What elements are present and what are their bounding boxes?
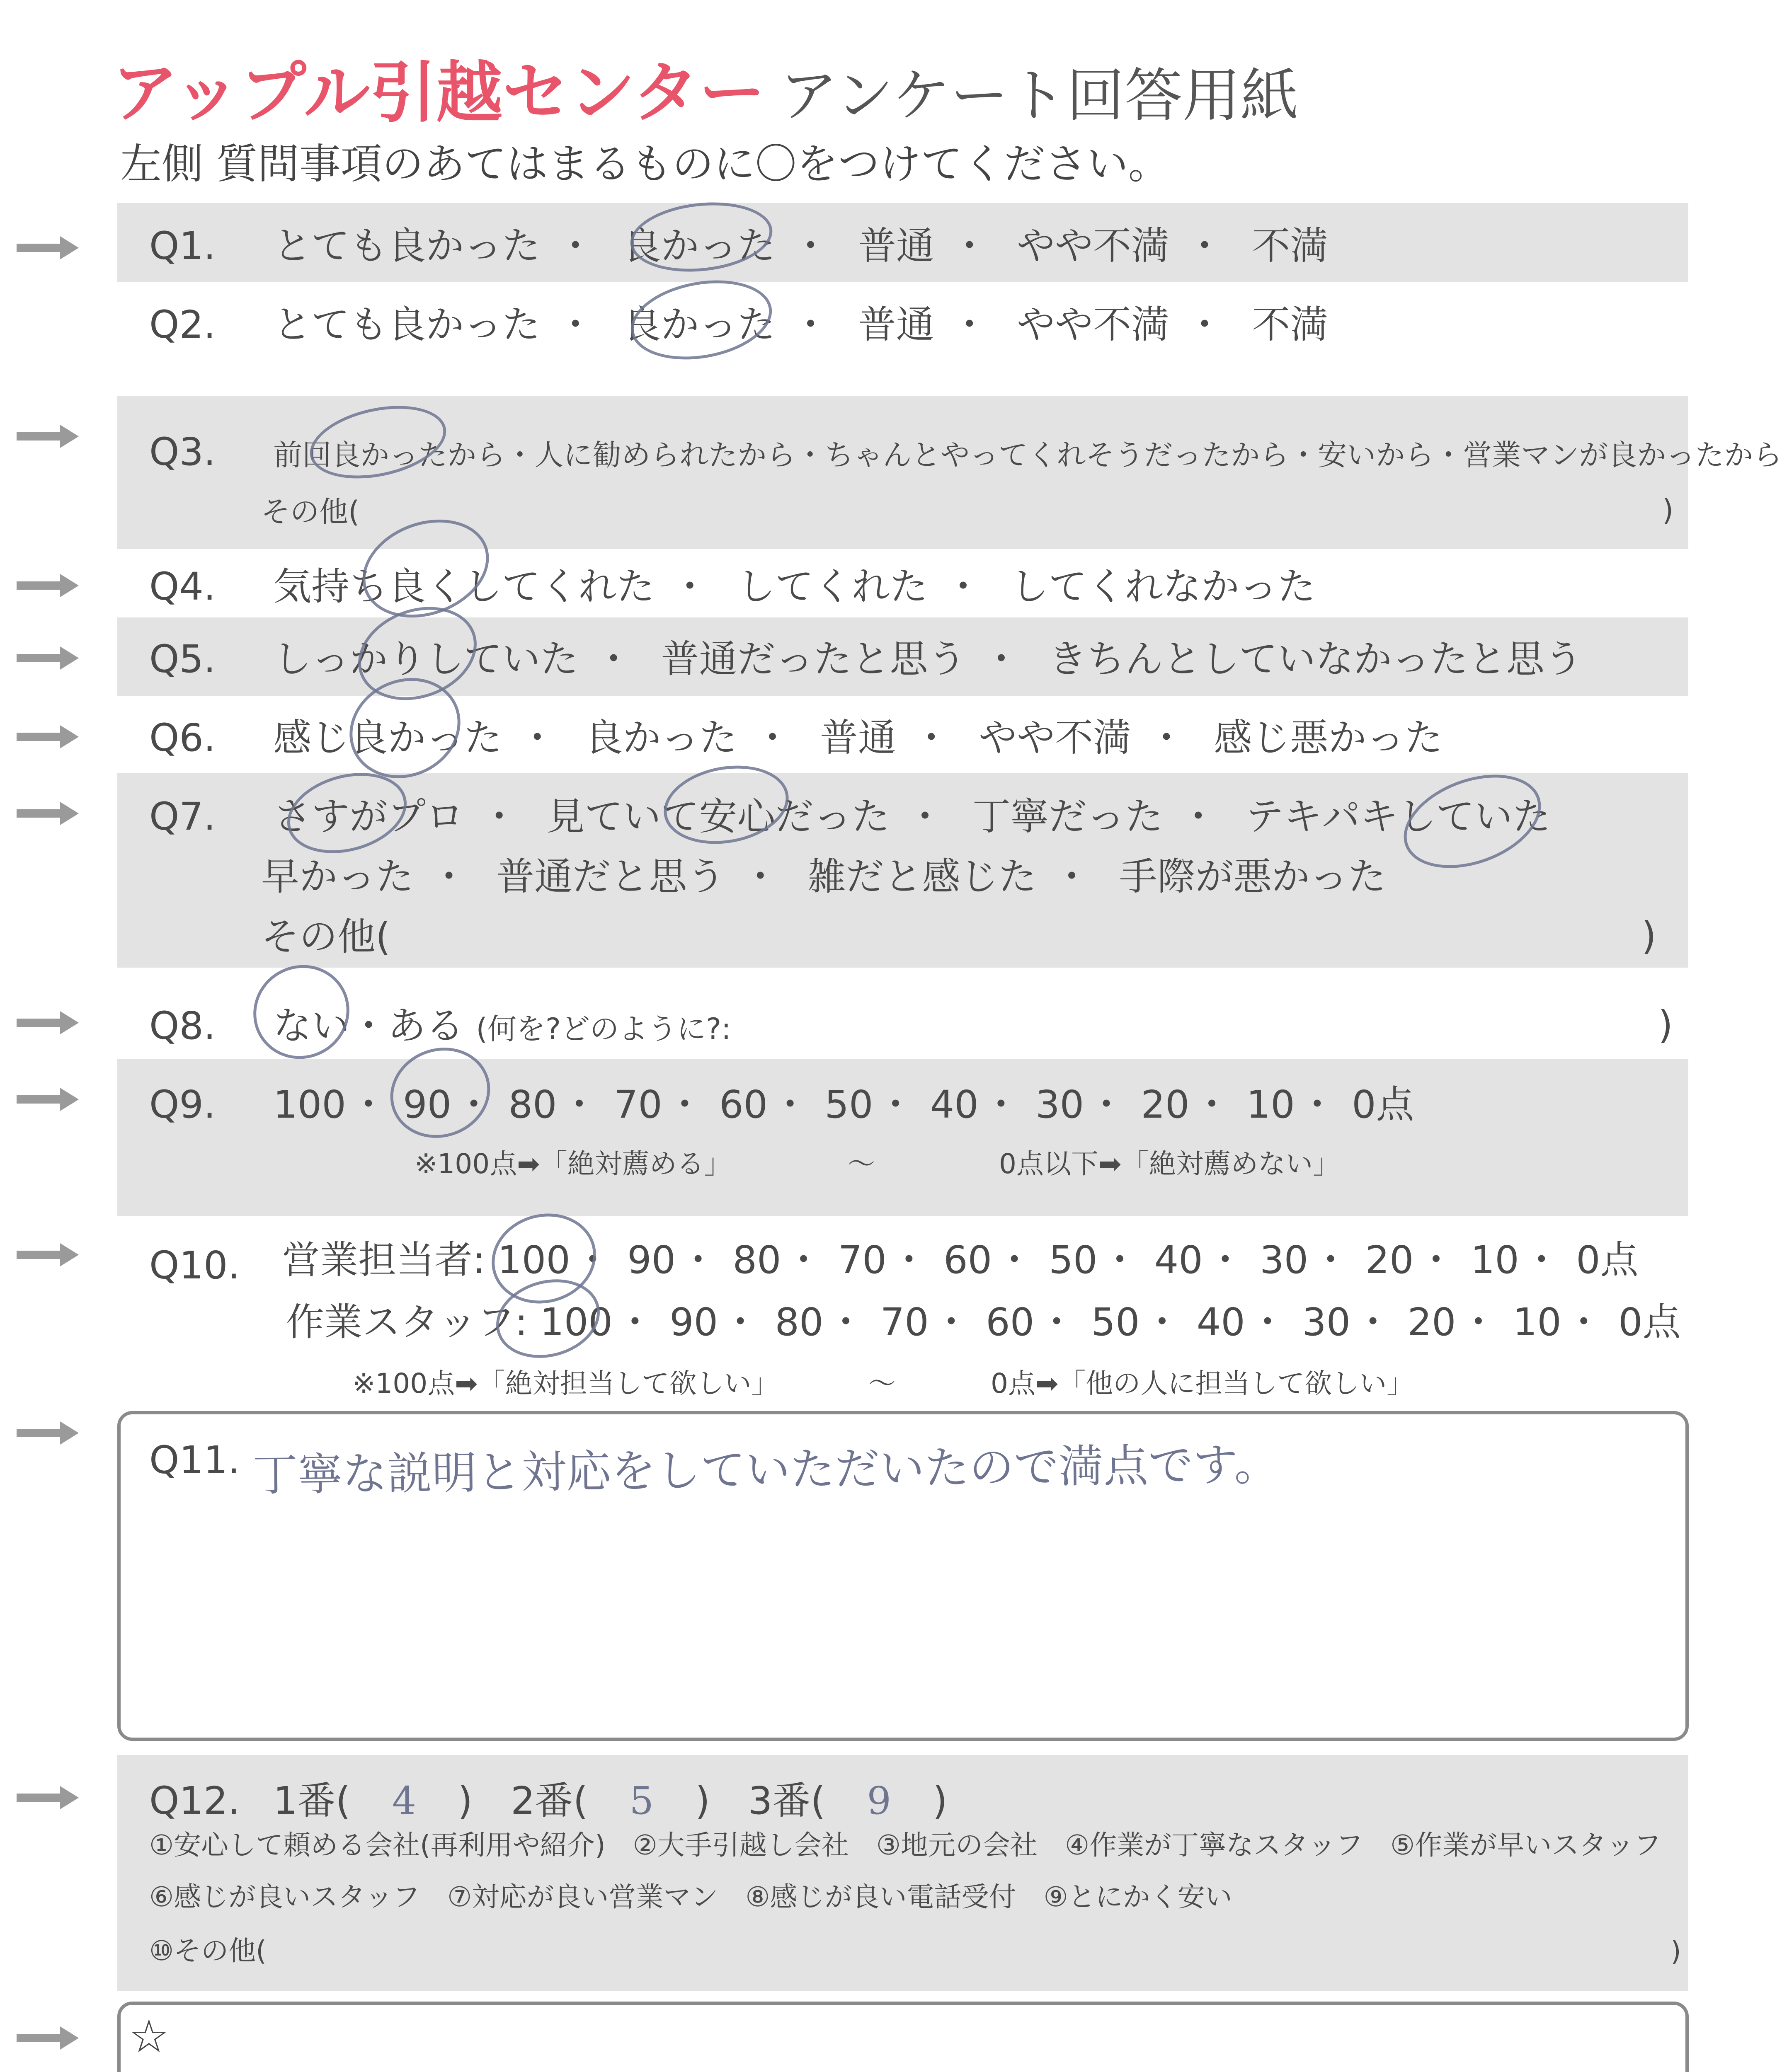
q7-row: Q7. さすがプロ ・ 見ていて安心だった ・ 丁寧だった ・ テキパキしていた: [149, 794, 1551, 839]
q9-score[interactable]: 80: [508, 1082, 557, 1127]
margin-arrow: [17, 1421, 79, 1445]
q10-sales-score[interactable]: 60: [943, 1238, 992, 1282]
q10-sales-row: 営業担当者: 100・ 90・ 80・ 70・ 60・ 50・ 40・ 30・ 20・ 10・ 0点: [282, 1238, 1639, 1282]
margin-arrow: [17, 1088, 79, 1111]
q2-answer-circle: [625, 270, 778, 370]
q12-other-close: ): [1670, 1935, 1681, 1967]
q7-option[interactable]: 普通だと思う: [496, 854, 725, 899]
q1-option[interactable]: 不満: [1252, 224, 1329, 268]
q5-row: Q5. しっかりしていた ・ 普通だったと思う ・ きちんとしていなかったと思う: [149, 637, 1583, 681]
margin-arrow: [17, 802, 79, 825]
q3-other: [261, 495, 360, 529]
q12-rank1-value[interactable]: 4: [392, 1779, 417, 1823]
margin-arrow: [17, 425, 79, 448]
margin-arrow: [17, 725, 79, 748]
q9-score[interactable]: 50: [824, 1082, 873, 1127]
q7-other-label[interactable]: その他(: [261, 915, 390, 959]
q10-staff-score[interactable]: 100: [540, 1300, 613, 1344]
q7-option[interactable]: 丁寧だった: [972, 794, 1163, 839]
q1-option[interactable]: 普通: [858, 224, 934, 268]
margin-arrow: [17, 1786, 79, 1809]
q2-number: Q2.: [149, 303, 216, 347]
form-title: アンケート回答用紙: [780, 62, 1299, 130]
q9-note-right: 0点以下➡「絶対薦めない」: [999, 1148, 1341, 1180]
q10-sales-score[interactable]: 70: [838, 1238, 887, 1282]
q12-number: Q12.: [149, 1779, 240, 1823]
q10-note-right: 0点➡「他の人に担当して欲しい」: [991, 1368, 1414, 1399]
q10-staff-score[interactable]: 0点: [1618, 1300, 1681, 1344]
q9-note-left: ※100点➡「絶対薦める」: [415, 1148, 732, 1180]
q10-note-left: ※100点➡「絶対担当して欲しい」: [352, 1368, 779, 1399]
q10-number: Q10.: [149, 1243, 240, 1288]
q1-option[interactable]: とても良かった: [273, 224, 541, 268]
q4-number: Q4.: [149, 564, 216, 609]
q7-option[interactable]: 手際が悪かった: [1119, 854, 1386, 899]
q2-row: Q2. とても良かった ・ 良かった ・ 普通 ・ やや不満 ・ 不満: [149, 303, 1329, 347]
q1-number: Q1.: [149, 224, 216, 268]
margin-arrow: [17, 646, 79, 670]
q12-row: [149, 1779, 948, 1823]
q2-option[interactable]: 良かった: [623, 303, 776, 347]
free-comment-box[interactable]: [117, 2002, 1689, 2072]
q12-rank2-label: ) 2番(: [458, 1779, 588, 1823]
q12-rank2-value[interactable]: 5: [629, 1779, 654, 1823]
q2-option[interactable]: やや不満: [1017, 303, 1170, 347]
q9-score[interactable]: 40: [930, 1082, 979, 1127]
q10-sales-score[interactable]: 100: [497, 1238, 570, 1282]
q9-score[interactable]: 60: [719, 1082, 768, 1127]
q5-number: Q5.: [149, 637, 216, 681]
q12-rank-close: ): [932, 1779, 948, 1823]
q4-option[interactable]: してくれた: [737, 564, 928, 609]
q8-number: Q8.: [149, 1004, 216, 1048]
q4-row: Q4. 気持ち良くしてくれた ・ してくれた ・ してくれなかった: [149, 564, 1316, 609]
q7-number: Q7.: [149, 794, 216, 839]
q10-sales-score[interactable]: 90: [627, 1238, 676, 1282]
q8-close: ): [1658, 1003, 1673, 1047]
q7-option[interactable]: 早かった: [261, 854, 414, 899]
q3-options[interactable]: 前回良かったから・人に勧められたから・ちゃんとやってくれそうだったから・安いから・営業マンが良かったから: [273, 438, 1782, 472]
q6-option[interactable]: やや不満: [979, 716, 1132, 760]
q10-sales-score[interactable]: 0点: [1576, 1238, 1639, 1282]
q10-staff-score[interactable]: 60: [986, 1300, 1035, 1344]
q10-staff-row: 作業スタッフ: 100・ 90・ 80・ 70・ 60・ 50・ 40・ 30・ 20・ 10・ 0点: [286, 1300, 1681, 1344]
q10-sales-score[interactable]: 80: [732, 1238, 781, 1282]
q7-row-2: 早かった ・ 普通だと思う ・ 雑だと感じた ・ 手際が悪かった: [261, 854, 1386, 899]
q12-rank3-value[interactable]: 9: [867, 1779, 891, 1823]
q10-sales-score[interactable]: 50: [1049, 1238, 1098, 1282]
q9-number: Q9.: [149, 1082, 216, 1127]
q3-number: Q3.: [149, 430, 216, 474]
q10-staff-score[interactable]: 20: [1407, 1300, 1456, 1344]
q12-choices-2: ⑥感じが良いスタッフ ⑦対応が良い営業マン ⑧感じが良い電話受付 ⑨とにかく安い: [149, 1881, 1232, 1913]
q6-number: Q6.: [149, 716, 216, 760]
margin-arrow: [17, 574, 79, 597]
q9-note-mid: ～: [848, 1148, 875, 1180]
q9-score[interactable]: 90: [403, 1082, 452, 1127]
q10-staff-score[interactable]: 90: [669, 1300, 718, 1344]
q4-option[interactable]: 気持ち良くしてくれた: [273, 564, 655, 609]
q6-option[interactable]: 感じ良かった: [273, 716, 502, 760]
margin-arrow: [17, 1011, 79, 1034]
instruction-text: 左側 質問事項のあてはまるものに〇をつけてください。: [120, 140, 1170, 188]
q12-choices-1: ①安心して頼める会社(再利用や紹介) ②大手引越し会社 ③地元の会社 ④作業が丁寧なスタッフ ⑤作業が早いスタッフ: [149, 1829, 1661, 1861]
q7-option[interactable]: 見ていて安心だった: [546, 794, 890, 839]
q10-sales-score[interactable]: 30: [1260, 1238, 1309, 1282]
q2-option[interactable]: とても良かった: [273, 303, 541, 347]
q2-option[interactable]: 不満: [1252, 303, 1329, 347]
q8-detail-label: (何を?どのように?:: [476, 1012, 731, 1046]
q7-option[interactable]: テキパキしていた: [1246, 794, 1551, 839]
q5-option[interactable]: きちんとしていなかったと思う: [1048, 637, 1583, 681]
q10-sales-score[interactable]: 10: [1470, 1238, 1519, 1282]
q9-score[interactable]: 70: [613, 1082, 662, 1127]
q10-staff-score[interactable]: 70: [880, 1300, 929, 1344]
q9-score[interactable]: 10: [1246, 1082, 1295, 1127]
q9-score[interactable]: 20: [1141, 1082, 1190, 1127]
q1-row: Q1. とても良かった ・ 良かった ・ 普通 ・ やや不満 ・ 不満: [149, 224, 1329, 268]
q6-option[interactable]: 良かった: [584, 716, 737, 760]
q12-choices-3: ⑩その他(: [149, 1935, 267, 1967]
q10-staff-score[interactable]: 40: [1196, 1300, 1245, 1344]
q12-rank3-label: ) 3番(: [695, 1779, 826, 1823]
q10-sales-score[interactable]: 20: [1365, 1238, 1414, 1282]
q10-staff-score[interactable]: 80: [775, 1300, 824, 1344]
q8-options[interactable]: ない・ある: [273, 1004, 464, 1048]
q3-other-close: ): [1662, 493, 1674, 527]
q12-rank1-label: 1番(: [273, 1779, 351, 1823]
q1-option[interactable]: やや不満: [1017, 224, 1170, 268]
q9-score[interactable]: 100: [273, 1082, 346, 1127]
q10-sales-label: 営業担当者:: [282, 1238, 485, 1282]
q1-option[interactable]: 良かった: [623, 224, 776, 268]
q7-other-close: ): [1641, 914, 1656, 958]
q10-sales-score[interactable]: 40: [1154, 1238, 1203, 1282]
q4-option[interactable]: してくれなかった: [1010, 564, 1316, 609]
q3-other-label[interactable]: その他(: [261, 495, 360, 529]
q6-option[interactable]: 普通: [819, 716, 896, 760]
page-title: [112, 39, 1299, 135]
q5-option[interactable]: 普通だったと思う: [661, 637, 966, 681]
margin-arrow: [17, 236, 79, 259]
q2-option[interactable]: 普通: [858, 303, 934, 347]
margin-arrow: [17, 1243, 79, 1266]
q7-other: [261, 915, 390, 959]
q9-row: Q9. 100・ 90・ 80・ 70・ 60・ 50・ 40・ 30・ 20・ 10・ 0点: [149, 1082, 1414, 1127]
q8-row: [149, 1004, 731, 1048]
q9-score[interactable]: 30: [1035, 1082, 1084, 1127]
q5-option[interactable]: しっかりしていた: [273, 637, 579, 681]
q10-note-mid: ～: [868, 1368, 896, 1399]
q9-score[interactable]: 0点: [1352, 1082, 1414, 1127]
q10-staff-score[interactable]: 50: [1091, 1300, 1140, 1344]
q7-option[interactable]: さすがプロ: [273, 794, 464, 839]
q10-staff-score[interactable]: 30: [1302, 1300, 1351, 1344]
star-icon: ☆: [128, 2010, 170, 2063]
q10-staff-score[interactable]: 10: [1513, 1300, 1561, 1344]
q6-row: Q6. 感じ良かった ・ 良かった ・ 普通 ・ やや不満 ・ 感じ悪かった: [149, 716, 1443, 760]
q11-answer[interactable]: 丁寧な説明と対応をしていただいたので満点です。: [252, 1439, 1280, 1501]
q10-staff-label: 作業スタッフ:: [286, 1300, 528, 1344]
q11-number: Q11.: [149, 1438, 240, 1482]
company-title: アップル引越センター: [112, 54, 766, 131]
q7-option[interactable]: 雑だと感じた: [807, 854, 1037, 899]
margin-arrow: [17, 2026, 79, 2050]
q6-option[interactable]: 感じ悪かった: [1214, 716, 1443, 760]
